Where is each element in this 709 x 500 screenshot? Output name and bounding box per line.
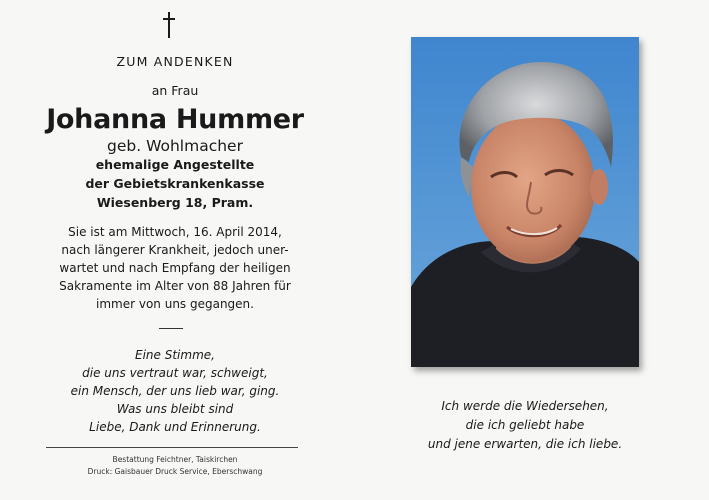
poem-line: Was uns bleibt sind [116,402,234,416]
quote-line: und jene erwarten, die ich liebe. [427,437,623,451]
poem-line: Liebe, Dank und Erinnerung. [89,420,261,434]
occupation-line-2: der Gebietskrankenkasse [85,176,265,191]
salutation: an Frau [151,83,199,98]
body-text-line: Sie ist am Mittwoch, 16. April 2014, [68,225,282,239]
footer-rule [46,447,298,448]
address: Wiesenberg 18, Pram. [96,195,254,210]
body-text-line: immer von uns gegangen. [96,297,254,311]
printer-credit: Druck: Gaisbauer Druck Service, Eberschwang [87,467,263,476]
funeral-home-credit: Bestattung Feichtner, Taiskirchen [112,455,238,464]
quote-line: die ich geliebt habe [465,418,585,432]
short-divider [159,328,183,329]
memorial-heading: ZUM ANDENKEN [116,54,234,69]
body-text-line: nach längerer Krankheit, jedoch uner- [61,243,289,257]
poem-line: die uns vertraut war, schweigt, [82,366,268,380]
text-panel [0,0,350,500]
occupation-line-1: ehemalige Angestellte [95,157,255,172]
body-text-line: Sakramente im Alter von 88 Jahren für [59,279,291,293]
portrait-image [411,37,639,367]
maiden-name: geb. Wohlmacher [107,137,243,155]
deceased-name: Johanna Hummer [46,104,304,135]
body-text-line: wartet und nach Empfang der heiligen [59,261,291,275]
cross-icon [162,12,176,38]
poem-line: Eine Stimme, [135,348,215,362]
quote-line: Ich werde die Wiedersehen, [441,399,609,413]
poem-line: ein Mensch, der uns lieb war, ging. [70,384,280,398]
portrait-photo [411,37,639,367]
